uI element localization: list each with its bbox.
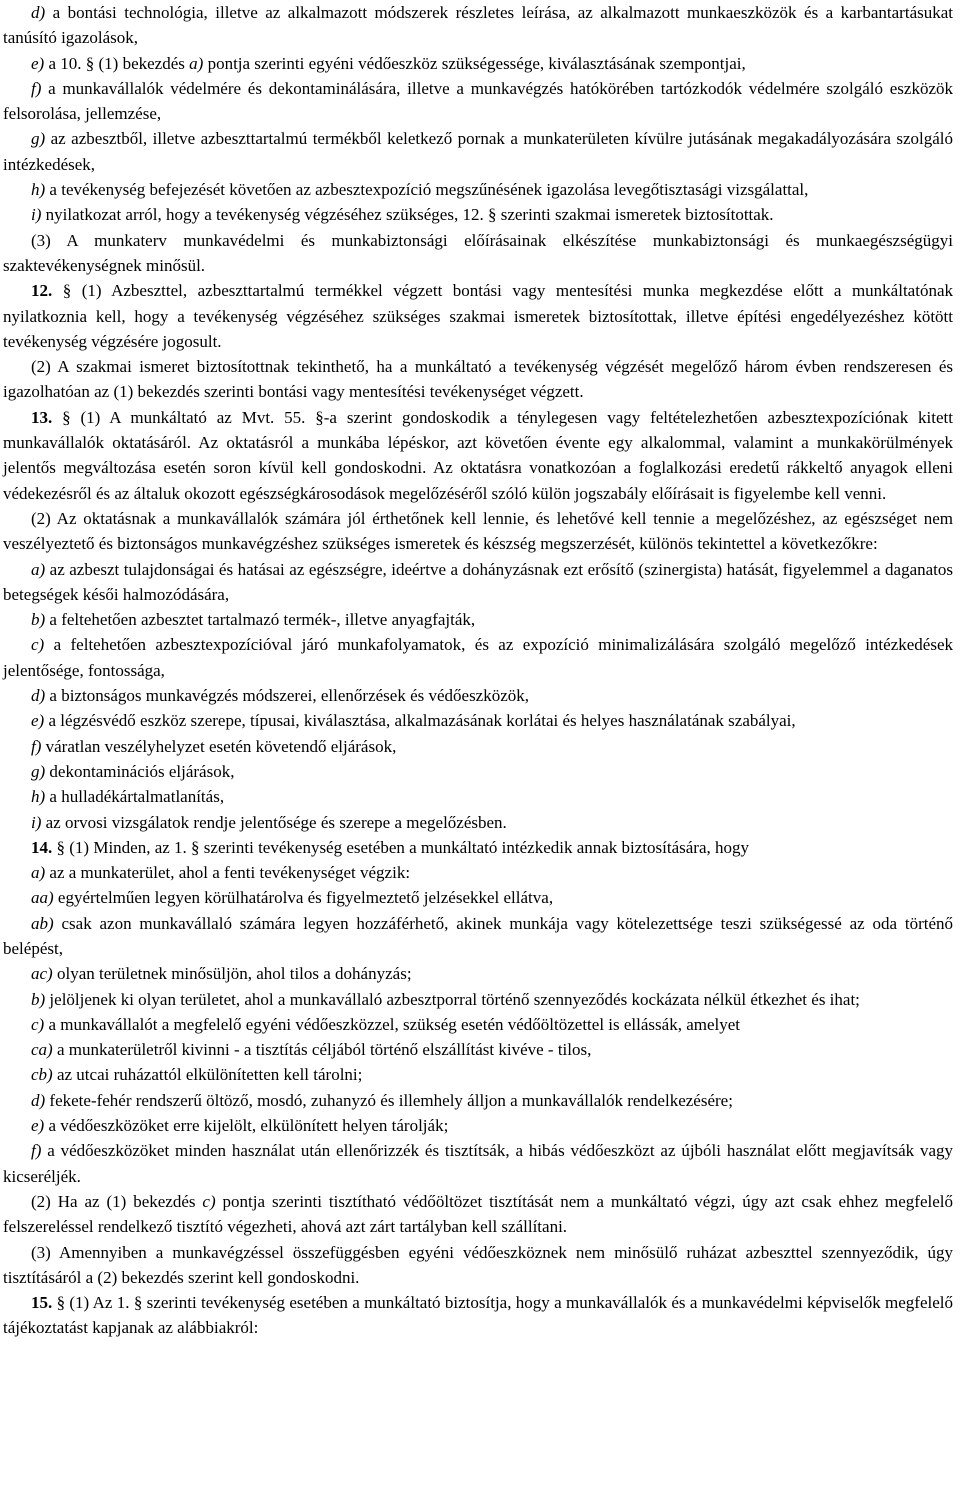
paragraph-text: (3) Amennyiben a munkavégzéssel összefüggésben egyéni védőeszköznek nem minősülő ruházat azbeszttel szennyeződik, úgy tisztításáról a (2) bekezdés szerint kell gondoskodni. [3, 1242, 953, 1287]
paragraph [3, 1088, 953, 1113]
paragraph [3, 557, 953, 608]
paragraph [3, 607, 953, 632]
item-marker: cb) [31, 1065, 53, 1085]
item-marker: b) [31, 610, 46, 630]
paragraph-text: fekete-fehér rendszerű öltöző, mosdó, zuhanyzó és illemhely álljon a munkavállalók rendelkezésére; [45, 1090, 733, 1110]
paragraph-text: § (1) Az 1. § szerinti tevékenység esetében a munkáltató biztosítja, hogy a munkavállalók és a munkavédelmi képviselők megfelelő tájékoztatást kapjanak az alábbiakról: [3, 1293, 953, 1338]
paragraph [3, 76, 953, 127]
paragraph [3, 860, 953, 885]
section-number: 12. [31, 281, 53, 301]
paragraph [3, 126, 953, 177]
paragraph-text: az a munkaterület, ahol a fenti tevékenységet végzik: [45, 863, 411, 883]
item-marker: c) [31, 1014, 45, 1034]
section-number: 13. [31, 407, 53, 427]
paragraph [3, 784, 953, 809]
paragraph [3, 810, 953, 835]
item-marker: i) [31, 205, 42, 225]
paragraph [3, 961, 953, 986]
paragraph [3, 1037, 953, 1062]
paragraph-text: a munkavállalót a megfelelő egyéni védőeszközzel, szükség esetén védőöltözettel is ellássák, amelyet [44, 1014, 741, 1034]
paragraph-text: csak azon munkavállaló számára legyen hozzáférhető, akinek munkája vagy kötelezettsége teszi szükségessé az oda történő belépést, [3, 913, 953, 958]
item-marker: aa) [31, 888, 54, 908]
paragraph [3, 885, 953, 910]
paragraph-text: § (1) Azbeszttel, azbeszttartalmú termékkel végzett bontási vagy mentesítési munka megkezdése előtt a munkáltatónak nyilatkoznia kell, hogy a tevékenység végzéséhez szükséges szakmai ismeretek biztosítottak, illetve építési engedélyezéshez kötött tevékenység végzésére jogosult. [3, 281, 953, 351]
section-number: 14. [31, 837, 53, 857]
paragraph-text: a 10. § (1) bekezdés [44, 53, 190, 73]
paragraph [3, 734, 953, 759]
paragraph-text: a feltehetően azbesztexpozícióval járó munkafolyamatok, és az expozíció minimalizálására szolgáló megelőző intézkedések jelentősége, fontossága, [3, 635, 953, 680]
paragraph-text: pontja szerinti tisztítható védőöltözet tisztítását nem a munkáltató végzi, úgy azt csak ehhez megfelelő felszereléssel rendelkező tisztító végezheti, ahová azt zárt tartályban kell szállítani. [3, 1191, 953, 1237]
paragraph-text: nyilatkozat arról, hogy a tevékenység végzéséhez szükséges, 12. § szerinti szakmai ismeretek biztosítottak. [41, 205, 774, 225]
document-page [3, 0, 953, 1341]
paragraph-text: jelöljenek ki olyan területet, ahol a munkavállaló azbesztporral történő szennyeződés kockázata nélkül étkezhet és ihat; [45, 989, 860, 1009]
paragraph-text: pontja szerinti egyéni védőeszköz szükségessége, kiválasztásának szempontjai, [203, 53, 746, 73]
paragraph-text: váratlan veszélyhelyzet esetén követendő eljárások, [41, 736, 397, 756]
item-marker: g) [31, 761, 46, 781]
paragraph-text: az azbesztből, illetve azbeszttartalmú termékből keletkező pornak a munkaterületen kívülre jutásának megakadályozására szolgáló intézkedések, [3, 129, 953, 174]
paragraph [3, 683, 953, 708]
paragraph-text: a tevékenység befejezését követően az azbesztexpozíció megszűnésének igazolása levegőtisztasági vizsgálattal, [45, 180, 809, 200]
paragraph-text: (2) Az oktatásnak a munkavállalók számára jól érthetőnek kell lennie, és lehetővé kell tennie a megelőzéshez, az egészséget nem veszélyeztető és biztonságos munkavégzéshez szükséges ismeretek és készség megszerzését, különös tekintettel a következőkre: [3, 508, 953, 554]
item-marker: i) [31, 812, 42, 832]
paragraph [3, 1012, 953, 1037]
paragraph [3, 51, 953, 76]
paragraph [3, 1290, 953, 1341]
item-marker: h) [31, 787, 46, 807]
paragraph-text: a védőeszközöket minden használat után ellenőrizzék és tisztítsák, a hibás védőeszközt az újbóli használat előtt megjavítsák vagy kicseréljék. [3, 1141, 953, 1186]
paragraph-text: a munkavállalók védelmére és dekontaminálására, illetve a munkavégzés hatókörében tartózkodók védelmére szolgáló eszközök felsorolása, jellemzése, [3, 78, 953, 124]
paragraph-text: az orvosi vizsgálatok rendje jelentősége és szerepe a megelőzésben. [41, 812, 507, 832]
item-marker: e) [31, 53, 45, 73]
paragraph-text: a bontási technológia, illetve az alkalmazott módszerek részletes leírása, az alkalmazott munkaeszközök és a karbantartásukat tanúsító igazolások, [3, 3, 953, 48]
paragraph-text: olyan területnek minősüljön, ahol tilos a dohányzás; [52, 964, 412, 984]
paragraph-text: (3) A munkaterv munkavédelmi és munkabiztonsági előírásainak elkészítése munkabiztonsági és munkaegészségügyi szaktevékenységnek minősül. [3, 230, 953, 275]
item-marker: c) [202, 1191, 216, 1211]
item-marker: f) [31, 1141, 42, 1161]
paragraph [3, 708, 953, 733]
paragraph-text: egyértelműen legyen körülhatárolva és figyelmeztető jelzésekkel ellátva, [53, 888, 554, 908]
item-marker: f) [31, 78, 42, 98]
paragraph-text: dekontaminációs eljárások, [45, 761, 235, 781]
paragraph-text: § (1) A munkáltató az Mvt. 55. §-a szerint gondoskodik a ténylegesen vagy feltételezhetően azbesztexpozíciónak kitett munkavállalók oktatásáról. Az oktatásról a munkába lépéskor, azt követően évente egy alkalommal, valamint a munkakörülmények jelentős megváltozása esetén soron kívül kell gondoskodni. Az oktatásra vonatkozóan a foglalkozási eredetű rákkeltő anyagok elleni védekezésről és az általuk okozott egészségkárosodások megelőzéséről szóló külön jogszabály előírásait is figyelembe kell venni. [3, 407, 953, 503]
paragraph [3, 354, 953, 405]
paragraph [3, 632, 953, 683]
item-marker: e) [31, 711, 45, 731]
paragraph-text: a védőeszközöket erre kijelölt, elkülönített helyen tárolják; [44, 1116, 449, 1136]
paragraph-text: a légzésvédő eszköz szerepe, típusai, kiválasztása, alkalmazásának korlátai és helyes használatának szabályai, [44, 711, 796, 731]
item-marker: d) [31, 1090, 46, 1110]
paragraph [3, 911, 953, 962]
paragraph-text: az utcai ruházattól elkülönítetten kell tárolni; [52, 1065, 363, 1085]
paragraph-text: a hulladékártalmatlanítás, [45, 787, 225, 807]
paragraph-text: a biztonságos munkavégzés módszerei, ellenőrzések és védőeszközök, [45, 686, 530, 706]
paragraph [3, 506, 953, 557]
paragraph-text: a feltehetően azbesztet tartalmazó termék-, illetve anyagfajták, [45, 610, 476, 630]
paragraph-text: (2) Ha az (1) bekezdés [31, 1191, 203, 1211]
item-marker: c) [31, 635, 45, 655]
paragraph-text: § (1) Minden, az 1. § szerinti tevékenység esetében a munkáltató intézkedik annak biztosítására, hogy [52, 837, 750, 857]
item-marker: ac) [31, 964, 53, 984]
paragraph [3, 835, 953, 860]
item-marker: a) [189, 53, 204, 73]
paragraph [3, 278, 953, 354]
item-marker: h) [31, 180, 46, 200]
paragraph [3, 177, 953, 202]
section-number: 15. [31, 1293, 53, 1313]
paragraph [3, 0, 953, 51]
item-marker: d) [31, 3, 46, 22]
item-marker: d) [31, 686, 46, 706]
paragraph [3, 1189, 953, 1240]
item-marker: f) [31, 736, 42, 756]
item-marker: ca) [31, 1040, 53, 1060]
item-marker: e) [31, 1116, 45, 1136]
paragraph [3, 1062, 953, 1087]
paragraph [3, 1138, 953, 1189]
item-marker: b) [31, 989, 46, 1009]
paragraph-text: az azbeszt tulajdonságai és hatásai az egészségre, ideértve a dohányzásnak ezt erősítő (szinergista) hatását, figyelemmel a daganatos betegségek késői halmozódására, [3, 559, 953, 604]
item-marker: a) [31, 559, 46, 579]
paragraph [3, 1240, 953, 1291]
paragraph-text: (2) A szakmai ismeret biztosítottnak tekinthető, ha a munkáltató a tevékenység végzését megelőző három évben rendszeresen és igazolhatóan az (1) bekezdés szerinti bontási vagy mentesítési tevékenységet végzett. [3, 357, 953, 402]
paragraph [3, 987, 953, 1012]
paragraph [3, 759, 953, 784]
item-marker: ab) [31, 913, 54, 933]
paragraph [3, 202, 953, 227]
item-marker: g) [31, 129, 46, 149]
paragraph [3, 1113, 953, 1138]
paragraph [3, 228, 953, 279]
paragraph [3, 405, 953, 506]
paragraph-text: a munkaterületről kivinni - a tisztítás céljából történő elszállítást kivéve - tilos, [52, 1040, 592, 1060]
item-marker: a) [31, 863, 46, 883]
